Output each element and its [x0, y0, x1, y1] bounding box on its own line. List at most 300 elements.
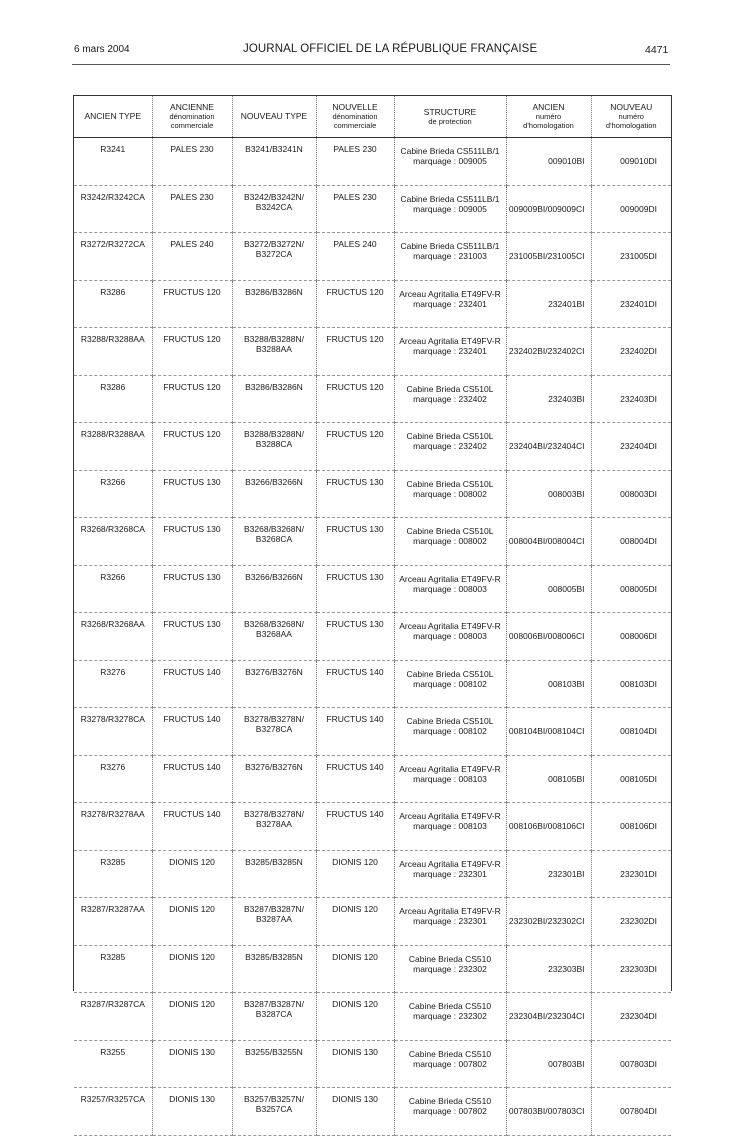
- table-row: [74, 470, 671, 518]
- cell-ancien-type-text: R3288/R3288AA: [80, 429, 145, 439]
- cell-nouveau-numero-text: 008005DI: [620, 583, 657, 594]
- cell-structure-text: Cabine Brieda CS510: [408, 953, 492, 964]
- cell-structure-text: marquage : 008002: [413, 536, 487, 546]
- cell-nouveau-numero: [591, 1088, 671, 1136]
- cell-ancien-numero: [506, 898, 591, 946]
- header-line: dénomination: [332, 112, 378, 121]
- cell-nouvelle-denomination-text: FRUCTUS 140: [326, 761, 384, 772]
- table-body: [74, 138, 671, 1136]
- cell-structure: [394, 898, 506, 946]
- cell-structure-text: marquage : 008003: [413, 631, 487, 641]
- cell-nouveau-type-text: B3288/B3288N/: [243, 429, 305, 439]
- cell-nouvelle-denomination: [316, 233, 394, 281]
- cell-nouveau-type: [232, 138, 316, 186]
- cell-structure: [394, 613, 506, 661]
- cell-nouvelle-denomination-text: PALES 240: [333, 239, 377, 249]
- journal-title: JOURNAL OFFICIEL DE LA RÉPUBLIQUE FRANÇAISE: [243, 43, 538, 55]
- cell-ancienne-denomination: [152, 613, 232, 661]
- cell-structure-text: Arceau Agritalia ET49FV-R: [399, 621, 501, 631]
- cell-ancien-numero: [506, 470, 591, 518]
- cell-ancien-type: [74, 138, 152, 186]
- cell-nouvelle-denomination: [316, 755, 394, 803]
- cell-nouvelle-denomination-text: FRUCTUS 140: [326, 809, 384, 819]
- cell-nouvelle-denomination: [316, 993, 394, 1041]
- table-row: [74, 518, 671, 566]
- cell-ancienne-denomination: [152, 280, 232, 328]
- cell-ancienne-denomination-text: FRUCTUS 140: [163, 714, 221, 724]
- cell-ancienne-denomination-text: DIONIS 130: [169, 1094, 215, 1104]
- header-line: d'homologation: [523, 121, 574, 130]
- cell-ancien-type: [74, 185, 152, 233]
- cell-ancienne-denomination-text: FRUCTUS 120: [163, 429, 221, 439]
- cell-ancienne-denomination-text: DIONIS 120: [169, 856, 215, 867]
- cell-nouveau-numero-text: 232304DI: [620, 1011, 657, 1022]
- col-header-nouveau-type: [232, 96, 316, 138]
- table-row: [74, 613, 671, 661]
- cell-ancien-type-text: R3266: [100, 476, 126, 487]
- cell-ancien-type: [74, 993, 152, 1041]
- table-header-row: [74, 96, 671, 138]
- cell-ancien-numero-text: 232402BI/232402CI: [508, 346, 585, 357]
- cell-nouveau-numero: [591, 280, 671, 328]
- cell-ancien-numero: [506, 755, 591, 803]
- cell-nouveau-type: [232, 1040, 316, 1088]
- cell-ancienne-denomination-text: FRUCTUS 130: [163, 571, 221, 582]
- cell-structure-text: Cabine Brieda CS510: [408, 1096, 492, 1106]
- cell-nouvelle-denomination: [316, 708, 394, 756]
- cell-ancien-numero: [506, 185, 591, 233]
- cell-nouveau-numero: [591, 945, 671, 993]
- cell-nouvelle-denomination: [316, 518, 394, 566]
- cell-ancien-type-text: R3276: [100, 666, 126, 677]
- cell-nouveau-type: [232, 280, 316, 328]
- cell-nouveau-type-text: B3268/B3268N/: [243, 524, 305, 534]
- col-header-structure: [394, 96, 506, 138]
- cell-ancienne-denomination-text: PALES 230: [170, 191, 214, 202]
- cell-nouveau-numero: [591, 755, 671, 803]
- cell-ancien-numero: [506, 660, 591, 708]
- cell-ancien-type-text: R3285: [100, 951, 126, 962]
- cell-ancien-numero-text: 008003BI: [548, 488, 585, 499]
- header-line: commerciale: [170, 121, 214, 130]
- cell-structure: [394, 755, 506, 803]
- cell-nouveau-type: [232, 945, 316, 993]
- cell-structure-text: marquage : 232402: [413, 441, 487, 451]
- header-line: numéro: [535, 112, 562, 121]
- cell-nouveau-numero-text: 008106DI: [620, 821, 657, 832]
- cell-structure-text: marquage : 009005: [413, 156, 487, 166]
- cell-ancienne-denomination: [152, 803, 232, 851]
- cell-ancienne-denomination: [152, 423, 232, 471]
- cell-nouveau-type-text: B3276/B3276N: [245, 666, 303, 677]
- table-row: [74, 565, 671, 613]
- cell-nouveau-numero: [591, 898, 671, 946]
- cell-structure: [394, 138, 506, 186]
- cell-nouveau-type: [232, 470, 316, 518]
- cell-ancien-type: [74, 518, 152, 566]
- table-row: [74, 233, 671, 281]
- cell-ancien-numero-text: 009010BI: [548, 156, 585, 167]
- header-rule: [72, 64, 670, 65]
- cell-ancienne-denomination-text: FRUCTUS 140: [163, 809, 221, 819]
- cell-nouveau-type: [232, 850, 316, 898]
- cell-ancien-numero-text: 232302BI/232302CI: [508, 916, 585, 927]
- table-row: [74, 138, 671, 186]
- cell-structure: [394, 660, 506, 708]
- cell-nouveau-type-text: B3288CA: [255, 439, 293, 449]
- cell-nouveau-type: [232, 185, 316, 233]
- cell-structure-text: marquage : 232302: [413, 963, 487, 974]
- cell-ancienne-denomination-text: FRUCTUS 130: [163, 524, 221, 534]
- header-line: ANCIENNE: [170, 102, 214, 112]
- cell-ancien-numero: [506, 1040, 591, 1088]
- cell-structure-text: Cabine Brieda CS511LB/1: [400, 193, 500, 204]
- cell-nouveau-type-text: B3288/B3288N/: [243, 334, 305, 344]
- cell-structure: [394, 1088, 506, 1136]
- cell-nouveau-type-text: B3276/B3276N: [245, 761, 303, 772]
- cell-ancien-numero-text: 232403BI: [548, 393, 585, 404]
- cell-ancien-type: [74, 280, 152, 328]
- cell-structure-text: Arceau Agritalia ET49FV-R: [399, 763, 501, 774]
- cell-structure-text: Cabine Brieda CS510L: [406, 383, 494, 394]
- cell-nouveau-numero: [591, 233, 671, 281]
- cell-nouveau-type-text: B3278CA: [255, 724, 293, 734]
- cell-structure-text: Cabine Brieda CS511LB/1: [400, 146, 500, 156]
- cell-nouveau-numero: [591, 470, 671, 518]
- cell-ancien-numero: [506, 280, 591, 328]
- cell-nouvelle-denomination-text: DIONIS 130: [332, 1046, 378, 1057]
- header-line: ANCIEN TYPE: [84, 111, 142, 121]
- cell-ancien-numero-text: 232401BI: [548, 298, 585, 309]
- cell-structure-text: marquage : 232301: [413, 916, 487, 926]
- cell-ancien-numero-text: 008004BI/008004CI: [508, 536, 585, 547]
- cell-structure-text: Cabine Brieda CS510L: [406, 478, 494, 489]
- cell-structure: [394, 185, 506, 233]
- cell-nouveau-type-text: B3287AA: [256, 914, 292, 924]
- cell-structure: [394, 1040, 506, 1088]
- table-row: [74, 660, 671, 708]
- cell-structure-text: marquage : 232401: [413, 298, 487, 309]
- cell-nouveau-numero-text: 008105DI: [620, 773, 657, 784]
- cell-structure: [394, 565, 506, 613]
- cell-nouveau-type-text: B3286/B3286N: [245, 286, 303, 297]
- cell-ancien-type: [74, 1088, 152, 1136]
- cell-nouveau-numero-text: 232401DI: [620, 298, 657, 309]
- cell-ancien-numero: [506, 803, 591, 851]
- cell-nouvelle-denomination: [316, 660, 394, 708]
- table-row: [74, 945, 671, 993]
- cell-ancien-type-text: R3288/R3288AA: [80, 334, 145, 344]
- cell-ancien-type-text: R3276: [100, 761, 126, 772]
- cell-structure-text: marquage : 231003: [413, 251, 487, 261]
- cell-structure: [394, 423, 506, 471]
- cell-nouvelle-denomination: [316, 423, 394, 471]
- cell-nouveau-type-text: B3287/B3287N/: [243, 904, 305, 914]
- cell-structure-text: Arceau Agritalia ET49FV-R: [399, 573, 501, 584]
- cell-ancienne-denomination: [152, 185, 232, 233]
- cell-nouveau-type-text: B3255/B3255N: [245, 1046, 303, 1057]
- cell-structure: [394, 470, 506, 518]
- cell-nouveau-numero: [591, 328, 671, 376]
- cell-nouveau-numero-text: 008104DI: [620, 726, 657, 737]
- cell-nouveau-type: [232, 233, 316, 281]
- cell-ancien-numero: [506, 945, 591, 993]
- header-line: NOUVEAU: [610, 102, 653, 112]
- cell-ancienne-denomination-text: PALES 240: [170, 239, 214, 249]
- cell-structure: [394, 708, 506, 756]
- cell-ancien-numero-text: 007803BI/007803CI: [508, 1106, 585, 1117]
- cell-nouveau-numero-text: 232301DI: [620, 868, 657, 879]
- cell-nouvelle-denomination: [316, 613, 394, 661]
- cell-nouveau-numero: [591, 138, 671, 186]
- cell-ancien-type-text: R3268/R3268AA: [80, 619, 145, 629]
- cell-nouveau-type-text: B3278/B3278N/: [243, 809, 305, 819]
- cell-ancien-numero-text: 009009BI/009009CI: [508, 203, 585, 214]
- cell-ancienne-denomination-text: DIONIS 120: [169, 951, 215, 962]
- cell-ancienne-denomination-text: FRUCTUS 130: [163, 619, 221, 629]
- cell-nouveau-type: [232, 565, 316, 613]
- cell-ancienne-denomination-text: DIONIS 130: [169, 1046, 215, 1057]
- cell-ancien-numero: [506, 138, 591, 186]
- cell-nouvelle-denomination: [316, 185, 394, 233]
- cell-nouveau-type-text: B3287/B3287N/: [243, 999, 305, 1009]
- cell-ancienne-denomination-text: FRUCTUS 140: [163, 761, 221, 772]
- table-row: [74, 280, 671, 328]
- cell-structure: [394, 850, 506, 898]
- cell-nouvelle-denomination: [316, 1040, 394, 1088]
- cell-structure-text: Cabine Brieda CS510L: [406, 716, 494, 726]
- cell-nouvelle-denomination: [316, 375, 394, 423]
- cell-nouveau-numero: [591, 993, 671, 1041]
- cell-structure-text: Arceau Agritalia ET49FV-R: [399, 336, 501, 346]
- col-header-nouvelle-denomination: [316, 96, 394, 138]
- cell-nouvelle-denomination: [316, 470, 394, 518]
- header-line: de protection: [428, 116, 472, 126]
- cell-ancienne-denomination: [152, 233, 232, 281]
- cell-ancien-type: [74, 613, 152, 661]
- cell-structure-text: marquage : 008002: [413, 488, 487, 499]
- cell-ancien-numero-text: 232404BI/232404CI: [508, 441, 585, 452]
- cell-nouveau-numero-text: 009009DI: [620, 203, 657, 214]
- cell-nouvelle-denomination-text: FRUCTUS 120: [326, 381, 384, 392]
- cell-nouveau-numero-text: 232402DI: [620, 346, 657, 357]
- cell-ancien-type: [74, 375, 152, 423]
- cell-ancienne-denomination: [152, 993, 232, 1041]
- cell-nouveau-type-text: B3257CA: [255, 1104, 293, 1114]
- cell-ancien-type: [74, 565, 152, 613]
- table-row: [74, 1040, 671, 1088]
- cell-structure-text: marquage : 007802: [413, 1106, 487, 1116]
- cell-ancien-type-text: R3257/R3257CA: [80, 1094, 145, 1104]
- cell-nouvelle-denomination: [316, 850, 394, 898]
- cell-ancien-numero-text: 008106BI/008106CI: [508, 821, 585, 832]
- cell-structure-text: marquage : 008103: [413, 773, 487, 784]
- cell-nouvelle-denomination-text: FRUCTUS 120: [326, 334, 384, 344]
- cell-ancien-type: [74, 328, 152, 376]
- cell-nouveau-numero-text: 008103DI: [620, 678, 657, 689]
- cell-nouvelle-denomination-text: DIONIS 120: [332, 951, 378, 962]
- cell-nouvelle-denomination-text: FRUCTUS 130: [326, 571, 384, 582]
- cell-nouveau-type-text: B3257/B3257N/: [243, 1094, 305, 1104]
- cell-nouveau-type-text: B3272/B3272N/: [243, 239, 305, 249]
- cell-nouveau-numero: [591, 423, 671, 471]
- table-row: [74, 898, 671, 946]
- header-line: STRUCTURE: [423, 106, 477, 117]
- cell-ancienne-denomination: [152, 518, 232, 566]
- table-row: [74, 850, 671, 898]
- cell-structure-text: marquage : 232301: [413, 868, 487, 879]
- cell-ancien-type-text: R3286: [100, 286, 126, 297]
- cell-nouvelle-denomination-text: FRUCTUS 130: [326, 524, 384, 534]
- cell-nouveau-numero-text: 008004DI: [620, 536, 657, 547]
- cell-ancien-type: [74, 803, 152, 851]
- cell-nouveau-numero-text: 232404DI: [620, 441, 657, 452]
- page-number: 4471: [645, 44, 669, 56]
- table-row: [74, 803, 671, 851]
- cell-ancien-numero-text: 008105BI: [548, 773, 585, 784]
- cell-ancien-type-text: R3266: [100, 571, 126, 582]
- cell-nouveau-numero-text: 232403DI: [620, 393, 657, 404]
- cell-ancienne-denomination-text: FRUCTUS 130: [163, 476, 221, 487]
- header-line: NOUVEAU TYPE: [240, 111, 308, 121]
- cell-ancien-numero-text: 007803BI: [548, 1058, 585, 1069]
- cell-nouvelle-denomination-text: FRUCTUS 120: [326, 286, 384, 297]
- cell-ancien-type-text: R3285: [100, 856, 126, 867]
- cell-structure-text: Cabine Brieda CS511LB/1: [400, 241, 500, 251]
- cell-ancien-numero: [506, 518, 591, 566]
- cell-nouvelle-denomination: [316, 328, 394, 376]
- table-row: [74, 993, 671, 1041]
- cell-ancien-type-text: R3268/R3268CA: [80, 524, 145, 534]
- cell-structure-text: marquage : 009005: [413, 203, 487, 214]
- cell-ancienne-denomination: [152, 1040, 232, 1088]
- header-line: ANCIEN: [532, 102, 565, 112]
- cell-nouveau-numero: [591, 803, 671, 851]
- cell-nouveau-type: [232, 423, 316, 471]
- cell-nouveau-type-text: B3278AA: [256, 819, 292, 829]
- cell-nouveau-numero: [591, 1040, 671, 1088]
- cell-nouveau-type-text: B3266/B3266N: [245, 476, 303, 487]
- cell-nouveau-type-text: B3268/B3268N/: [243, 619, 305, 629]
- cell-ancien-numero-text: 008006BI/008006CI: [508, 631, 585, 642]
- cell-structure-text: marquage : 008103: [413, 821, 487, 831]
- cell-structure: [394, 280, 506, 328]
- table-row: [74, 328, 671, 376]
- cell-ancien-type-text: R3242/R3242CA: [80, 191, 145, 202]
- cell-nouveau-type: [232, 993, 316, 1041]
- col-header-nouveau-numero: [591, 96, 671, 138]
- cell-ancienne-denomination: [152, 660, 232, 708]
- cell-nouveau-numero: [591, 708, 671, 756]
- cell-ancien-type-text: R3287/R3287CA: [80, 999, 145, 1009]
- cell-nouveau-type-text: B3241/B3241N: [245, 144, 303, 154]
- cell-ancien-type: [74, 755, 152, 803]
- cell-ancien-numero-text: 008104BI/008104CI: [508, 726, 585, 737]
- cell-nouvelle-denomination-text: DIONIS 120: [332, 904, 378, 914]
- cell-nouveau-type-text: B3278/B3278N/: [243, 714, 305, 724]
- cell-ancien-numero: [506, 375, 591, 423]
- cell-structure-text: Cabine Brieda CS510: [408, 1048, 492, 1059]
- cell-ancienne-denomination-text: DIONIS 120: [169, 999, 215, 1009]
- col-header-ancienne-denomination: [152, 96, 232, 138]
- cell-ancienne-denomination-text: DIONIS 120: [169, 904, 215, 914]
- cell-nouvelle-denomination-text: PALES 230: [333, 144, 377, 154]
- cell-ancien-type: [74, 945, 152, 993]
- cell-ancien-type-text: R3278/R3278CA: [80, 714, 145, 724]
- cell-ancien-type-text: R3286: [100, 381, 126, 392]
- cell-nouveau-type-text: B3268AA: [256, 629, 292, 639]
- cell-nouvelle-denomination: [316, 565, 394, 613]
- cell-ancienne-denomination: [152, 470, 232, 518]
- cell-ancien-type-text: R3272/R3272CA: [80, 239, 145, 249]
- cell-nouveau-numero: [591, 565, 671, 613]
- cell-nouveau-numero-text: 232302DI: [620, 916, 657, 927]
- table-row: [74, 375, 671, 423]
- cell-ancien-numero: [506, 233, 591, 281]
- cell-nouveau-type: [232, 803, 316, 851]
- header-line: commerciale: [333, 121, 377, 130]
- cell-ancien-type: [74, 898, 152, 946]
- cell-nouveau-numero: [591, 185, 671, 233]
- header-line: NOUVELLE: [332, 102, 378, 112]
- cell-ancienne-denomination: [152, 850, 232, 898]
- cell-nouveau-type-text: B3242CA: [255, 201, 293, 212]
- cell-nouveau-type-text: B3285/B3285N: [245, 856, 303, 867]
- cell-ancien-numero: [506, 850, 591, 898]
- cell-nouvelle-denomination: [316, 898, 394, 946]
- cell-nouveau-type-text: B3285/B3285N: [245, 951, 303, 962]
- cell-ancien-numero: [506, 423, 591, 471]
- cell-ancienne-denomination: [152, 138, 232, 186]
- cell-ancien-numero-text: 008005BI: [548, 583, 585, 594]
- col-header-ancien-numero: [506, 96, 591, 138]
- cell-ancien-type-text: R3255: [100, 1046, 126, 1057]
- table-row: [74, 755, 671, 803]
- cell-ancien-type-text: R3278/R3278AA: [80, 809, 145, 819]
- cell-ancien-numero: [506, 613, 591, 661]
- cell-ancienne-denomination-text: FRUCTUS 120: [163, 381, 221, 392]
- cell-nouvelle-denomination: [316, 138, 394, 186]
- cell-ancienne-denomination: [152, 898, 232, 946]
- cell-nouveau-type-text: B3266/B3266N: [245, 571, 303, 582]
- cell-structure: [394, 993, 506, 1041]
- cell-ancien-numero-text: 231005BI/231005CI: [508, 251, 585, 262]
- cell-nouveau-type: [232, 518, 316, 566]
- cell-nouveau-type: [232, 613, 316, 661]
- cell-ancienne-denomination-text: PALES 230: [170, 144, 214, 154]
- cell-nouveau-type: [232, 898, 316, 946]
- cell-nouvelle-denomination-text: FRUCTUS 140: [326, 714, 384, 724]
- cell-nouvelle-denomination-text: DIONIS 120: [332, 999, 378, 1009]
- cell-structure-text: Arceau Agritalia ET49FV-R: [399, 288, 501, 299]
- publication-date: 6 mars 2004: [74, 44, 130, 55]
- cell-structure-text: Arceau Agritalia ET49FV-R: [399, 906, 501, 916]
- cell-structure-text: Cabine Brieda CS510L: [406, 526, 494, 536]
- cell-nouveau-type: [232, 708, 316, 756]
- table-row: [74, 423, 671, 471]
- cell-ancien-type-text: R3241: [100, 144, 126, 154]
- cell-structure-text: Arceau Agritalia ET49FV-R: [399, 858, 501, 869]
- cell-structure-text: Cabine Brieda CS510: [408, 1001, 492, 1011]
- cell-nouvelle-denomination: [316, 945, 394, 993]
- cell-nouveau-numero-text: 009010DI: [620, 156, 657, 167]
- cell-nouveau-type-text: B3242/B3242N/: [243, 191, 305, 202]
- cell-ancien-numero: [506, 708, 591, 756]
- cell-nouveau-numero: [591, 850, 671, 898]
- cell-nouveau-type-text: B3272CA: [255, 249, 293, 259]
- cell-nouvelle-denomination-text: DIONIS 130: [332, 1094, 378, 1104]
- cell-ancien-numero-text: 232301BI: [548, 868, 585, 879]
